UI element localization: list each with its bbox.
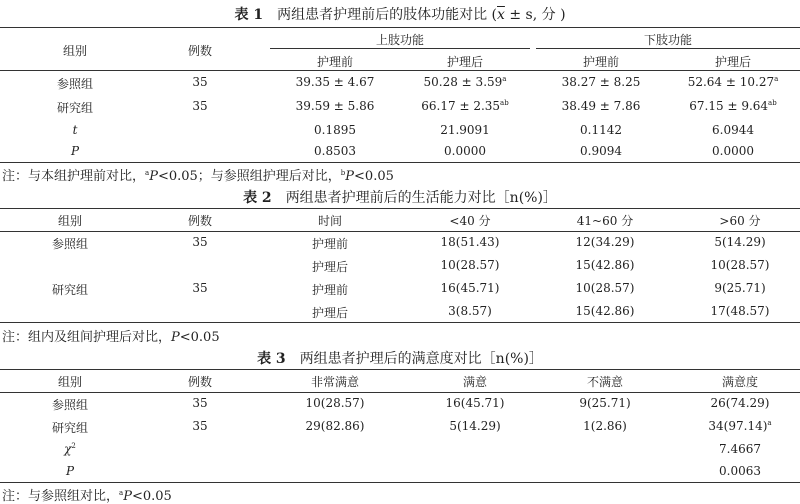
table1-header-upper-before: 护理前	[316, 55, 353, 69]
table2-cell-lt40: 16(45.71)	[440, 281, 500, 295]
table1-lower-rule	[536, 48, 800, 49]
table1-cell-group: 研究组	[56, 101, 93, 115]
table3-header-unsatisfied: 不满意	[586, 375, 623, 389]
table1-label: 表 1	[234, 7, 264, 23]
table1-cell-upper-before: 0.8503	[314, 144, 356, 158]
table3-cell-satisfied: 16(45.71)	[445, 396, 505, 410]
table2-header-41-60: 41~60 分	[576, 214, 634, 228]
table1-cell-stat-p: P	[70, 144, 80, 158]
table2-cell-gt60: 17(48.57)	[710, 304, 770, 318]
table1-header-group: 组别	[62, 44, 87, 58]
table1-cell-lower-before: 0.9094	[580, 144, 622, 158]
table2-cell-group: 研究组	[51, 283, 88, 297]
table3-label: 表 3	[257, 351, 286, 367]
table2-cell-time: 护理后	[311, 260, 348, 274]
table2-cell-time: 护理后	[311, 306, 348, 320]
table2-cell-lt40: 3(8.57)	[448, 304, 492, 318]
table2-cell-41-60: 15(42.86)	[575, 258, 635, 272]
table3-cell-n: 35	[192, 419, 208, 433]
table3-cell-unsatisfied: 9(25.71)	[579, 396, 631, 410]
table1-cell-upper-after: 66.17 ± 2.35$^{ab}$	[421, 99, 509, 113]
table2-cell-lt40: 10(28.57)	[440, 258, 500, 272]
table3-note: 注：与参照组对比，$^a$P<0.05	[2, 489, 172, 504]
table1-header-upper: 上肢功能	[375, 33, 424, 47]
table2-cell-41-60: 12(34.29)	[575, 235, 635, 249]
table3-header-group: 组别	[57, 375, 82, 389]
table1-header-lower-after: 护理后	[714, 55, 751, 69]
table2-top-rule	[0, 208, 800, 209]
table3-cell-satisfied: 5(14.29)	[449, 419, 501, 433]
table1-cell-upper-before: 39.35 ± 4.67	[295, 75, 375, 89]
table3-cell-group: 参照组	[51, 398, 88, 412]
table2-cell-time: 护理前	[311, 283, 348, 297]
table1-cell-stat-t: t	[72, 123, 78, 137]
table1-header-lower-before: 护理前	[582, 55, 619, 69]
table1-note: 注：与本组护理前对比，$^a$P<0.05；与参照组护理后对比，$^b$P<0.05	[2, 169, 394, 184]
table3-cell-unsatisfied: 1(2.86)	[583, 419, 627, 433]
table3-title: 表 3 两组患者护理后的满意度对比［n(%)］	[257, 351, 543, 367]
table2-header-n: 例数	[187, 214, 212, 228]
table1-cell-upper-before: 39.59 ± 5.86	[295, 99, 375, 113]
table1-cell-lower-after: 6.0944	[712, 123, 754, 137]
table1-cell-lower-before: 38.49 ± 7.86	[561, 99, 641, 113]
table2-cell-41-60: 10(28.57)	[575, 281, 635, 295]
table1-cell-lower-after: 67.15 ± 9.64$^{ab}$	[689, 99, 777, 113]
table3-cell-stat-p: P	[65, 464, 75, 478]
table1-cell-lower-before: 0.1142	[580, 123, 622, 137]
table3-cell-p-value: 0.0063	[719, 464, 761, 478]
table3-cell-stat-chi: $\chi^2$	[64, 442, 76, 456]
table2-note: 注：组内及组间护理后对比，P<0.05	[2, 330, 220, 345]
table2-cell-41-60: 15(42.86)	[575, 304, 635, 318]
table1-cell-n: 35	[192, 75, 208, 89]
table2-header-time: 时间	[317, 214, 342, 228]
table2-header-group: 组别	[57, 214, 82, 228]
table3-cell-very-satisfied: 29(82.86)	[305, 419, 365, 433]
table1-cell-lower-before: 38.27 ± 8.25	[561, 75, 641, 89]
table1-cell-upper-after: 21.9091	[440, 123, 490, 137]
table1-top-rule	[0, 27, 800, 28]
table1-cell-upper-before: 0.1895	[314, 123, 356, 137]
table3-header-n: 例数	[187, 375, 212, 389]
table1-header-n: 例数	[187, 44, 212, 58]
table1-cell-lower-after: 52.64 ± 10.27$^a$	[687, 75, 779, 89]
table3-cell-chi-value: 7.4667	[719, 442, 761, 456]
table3-header-satisfaction: 满意度	[721, 375, 758, 389]
table1-cell-upper-after: 0.0000	[444, 144, 486, 158]
table3-cell-group: 研究组	[51, 421, 88, 435]
table1-header-upper-after: 护理后	[446, 55, 483, 69]
table2-cell-gt60: 9(25.71)	[714, 281, 766, 295]
table3-cell-n: 35	[192, 396, 208, 410]
table2-cell-group: 参照组	[51, 237, 88, 251]
table2-bottom-rule	[0, 322, 800, 323]
table2-cell-time: 护理前	[311, 237, 348, 251]
table3-cell-satisfaction: 26(74.29)	[710, 396, 770, 410]
table2-header-lt40: <40 分	[449, 214, 491, 228]
table1-title: 表 1 两组患者护理前后的肢体功能对比 ($\overline{x} \pm s$, 分 )	[234, 7, 566, 23]
table3-header-very-satisfied: 非常满意	[310, 375, 359, 389]
table1-header-lower: 下肢功能	[643, 33, 692, 47]
table2-label: 表 2	[243, 190, 272, 206]
table1-cell-group: 参照组	[56, 77, 93, 91]
table1-cell-lower-after: 0.0000	[712, 144, 754, 158]
table2-title: 表 2 两组患者护理前后的生活能力对比［n(%)］	[243, 190, 557, 206]
table2-cell-n: 35	[192, 281, 208, 295]
table3-bottom-rule	[0, 482, 800, 483]
table2-header-rule	[0, 231, 800, 232]
table3-cell-very-satisfied: 10(28.57)	[305, 396, 365, 410]
table1-bottom-rule	[0, 162, 800, 163]
table1-cell-n: 35	[192, 99, 208, 113]
table1-upper-rule	[270, 48, 530, 49]
table1-header-rule	[0, 70, 800, 71]
table1-cell-upper-after: 50.28 ± 3.59$^a$	[423, 75, 507, 89]
table3-header-satisfied: 满意	[462, 375, 487, 389]
table3-cell-satisfaction: $34(97.14)^a$	[708, 419, 772, 433]
table2-cell-lt40: 18(51.43)	[440, 235, 500, 249]
table3-top-rule	[0, 369, 800, 370]
table2-cell-gt60: 5(14.29)	[714, 235, 766, 249]
table3-header-rule	[0, 392, 800, 393]
table2-cell-n: 35	[192, 235, 208, 249]
table2-header-gt60: >60 分	[719, 214, 761, 228]
table2-cell-gt60: 10(28.57)	[710, 258, 770, 272]
